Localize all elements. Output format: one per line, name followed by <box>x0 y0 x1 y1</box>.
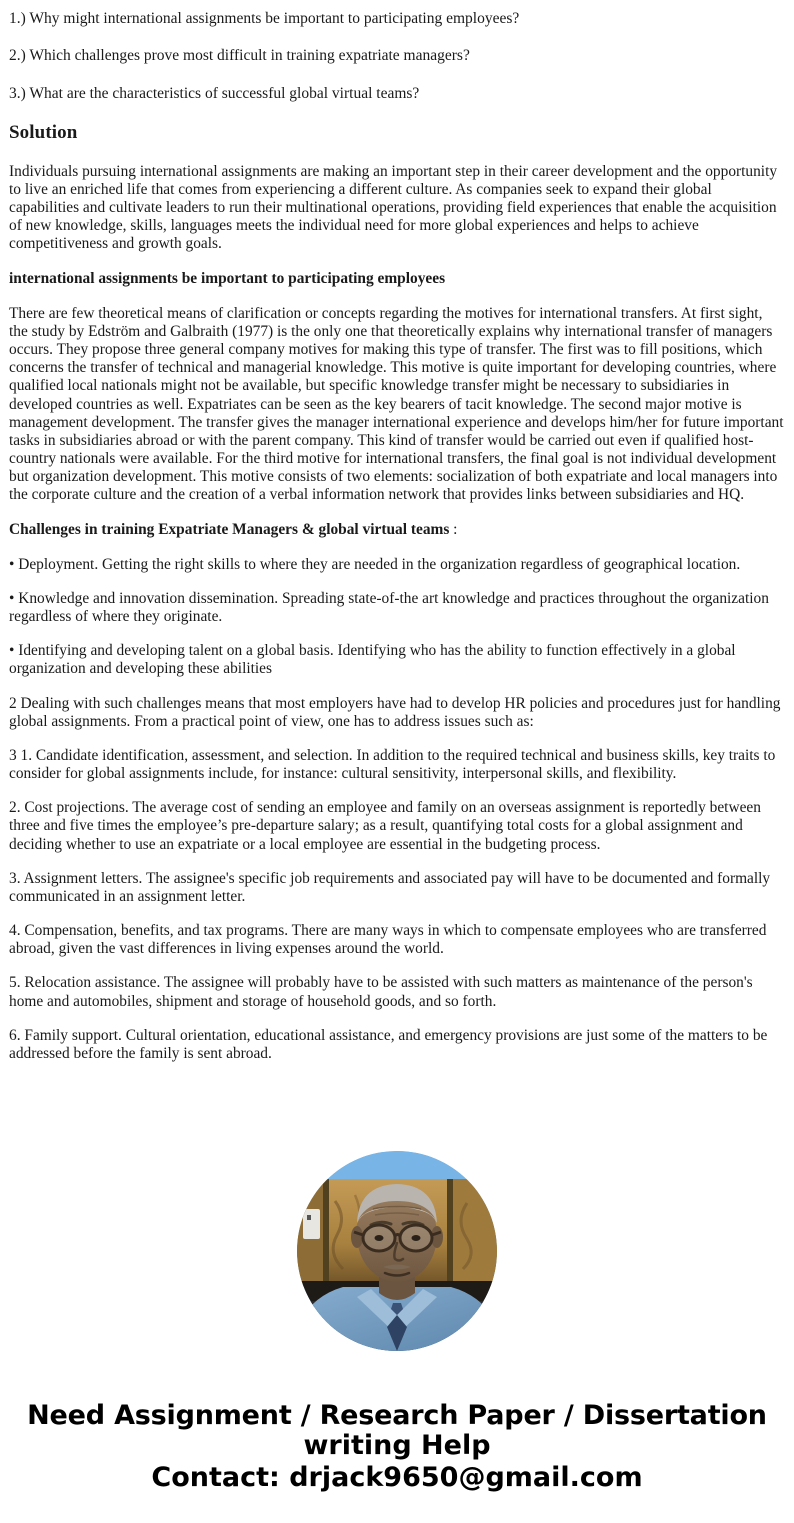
question-item: 1.) Why might international assignments be important to participating employees? <box>9 10 520 27</box>
question-item: 2.) Which challenges prove most difficult in training expatriate managers? <box>9 47 470 65</box>
numbered-paragraph: 6. Family support. Cultural orientation, educational assistance, and emergency provisions are just some of the matters to be addressed before the family is sent abroad. <box>9 1026 768 1062</box>
numbered-paragraph: 2. Cost projections. The average cost of sending an employee and family on an overseas assignment is reportedly between three and five times the employee’s pre-departure salary; as a result, quantifying total costs for a global assignment and deciding whether to use an expatriate or a local employee are essential in the budgeting process. <box>9 799 761 853</box>
subheading-challenges <box>9 521 785 539</box>
bullet-item: • Identifying and developing talent on a global basis. Identifying who has the ability to function effectively in a global organization and developing these abilities <box>9 642 736 678</box>
theory-paragraph: There are few theoretical means of clarification or concepts regarding the motives for international transfers. At first sight, the study by Edström and Galbraith (1977) is the only one that theoretically explains why international transfer of managers occurs. They propose three general company motives for making this type of transfer. The first was to fill positions, which concerns the transfer of technical and managerial knowledge. This motive is quite important for developing countries, where qualified local nationals might not be available, but specific knowledge transfer might be necessary to subsidiaries in developed countries as well. Expatriates can be seen as the key bearers of tacit knowledge. The second major motive is management development. The transfer gives the manager international experience and develops him/her for future important tasks in subsidiaries abroad or with the parent company. This kind of transfer would be carried out even if qualified host-country nationals were available. For the third motive for international transfers, the final goal is not individual development but organization development. This motive consists of two elements: socialization of both expatriate and local managers into the corporate culture and the creation of a verbal information network that provides links between subsidiaries and HQ. <box>9 304 784 504</box>
numbered-paragraph: 4. Compensation, benefits, and tax programs. There are many ways in which to compensate employees who are transferred abroad, given the vast differences in living expenses around the world. <box>9 922 767 958</box>
footer-line-2: writing Help <box>303 1430 491 1462</box>
subheading-challenges-colon: : <box>449 520 458 538</box>
footer-contact-banner <box>9 1401 785 1493</box>
numbered-paragraph: 3 1. Candidate identification, assessment, and selection. In addition to the required technical and business skills, key traits to consider for global assignments include, for instance: cultural sensitivity, interpersonal skills, and flexibility. <box>9 746 776 783</box>
footer-line-3: Contact: drjack9650@gmail.com <box>151 1461 643 1493</box>
solution-heading: Solution <box>9 121 78 143</box>
question-item: 3.) What are the characteristics of successful global virtual teams? <box>9 84 420 102</box>
numbered-paragraph: 3. Assignment letters. The assignee's specific job requirements and associated pay will have to be documented and formally communicated in an assignment letter. <box>9 869 771 905</box>
bullet-item: • Deployment. Getting the right skills to where they are needed in the organization regardless of geographical location. <box>9 555 741 573</box>
footer-line-1: Need Assignment / Research Paper / Dissertation <box>27 1400 767 1432</box>
subheading-international-assignments: international assignments be important to participating employees <box>9 269 446 287</box>
bullet-item: • Knowledge and innovation dissemination. Spreading state-of-the art knowledge and practices throughout the organization regardless of where they originate. <box>9 589 769 626</box>
intro-paragraph: Individuals pursuing international assignments are making an important step in their career development and the opportunity to live an enriched life that comes from experiencing a different culture. As companies seek to expand their global capabilities and cultivate leaders to run their multinational operations, providing field experiences that enable the acquisition of new knowledge, skills, languages meets the individual need for more global experiences and helps to achieve competitiveness and growth goals. <box>9 162 778 253</box>
portrait-photo-icon <box>297 1151 497 1351</box>
numbered-paragraph: 5. Relocation assistance. The assignee will probably have to be assisted with such matters as maintenance of the person's home and automobiles, shipment and storage of household goods, and so forth. <box>9 974 753 1010</box>
subheading-challenges-text: Challenges in training Expatriate Managers & global virtual teams <box>9 520 450 538</box>
avatar <box>297 1151 497 1351</box>
numbered-paragraph: 2 Dealing with such challenges means that most employers have had to develop HR policies and procedures just for handling global assignments. From a practical point of view, one has to address issues such as: <box>9 694 781 730</box>
portrait-container <box>9 1151 785 1351</box>
